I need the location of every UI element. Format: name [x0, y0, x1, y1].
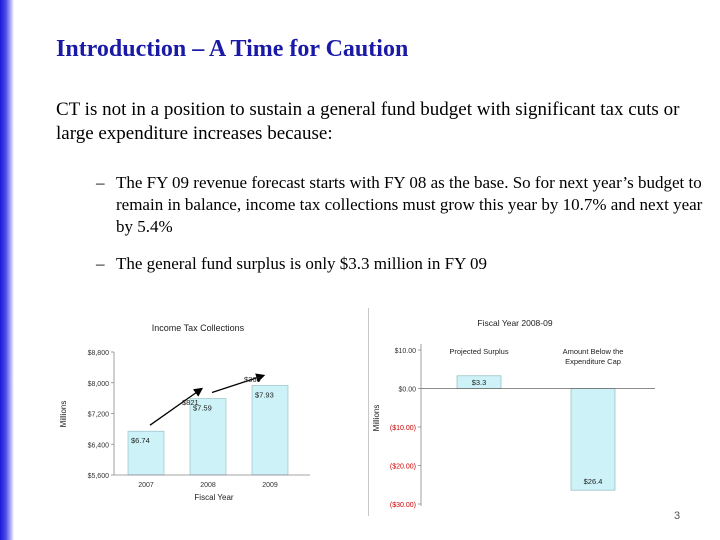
bar-value-label: $7.59: [193, 403, 212, 413]
y-tick-label: $7,200: [87, 411, 109, 419]
y-axis-label: Millions: [59, 400, 68, 428]
growth-annotation: $360: [244, 374, 261, 384]
bar-value-label: $7.93: [255, 390, 274, 400]
bullet-dash: –: [96, 254, 105, 273]
y-tick-label: $5,600: [87, 473, 109, 480]
income-tax-chart-svg: [58, 312, 318, 512]
bar-value-label: $6.74: [131, 436, 150, 446]
bullet-text: The general fund surplus is only $3.3 million in FY 09: [116, 254, 487, 273]
y-tick-label: $10.00: [394, 348, 416, 355]
growth-annotation: $821: [182, 397, 199, 407]
y-tick-label: $0.00: [398, 386, 416, 394]
y-tick-label: ($20.00): [389, 463, 416, 471]
y-tick-label: $8,800: [87, 350, 109, 357]
y-tick-label: ($10.00): [389, 425, 416, 432]
income-tax-chart: [58, 312, 318, 512]
y-tick-label: ($30.00): [389, 502, 416, 509]
page-number: 3: [674, 510, 681, 522]
x-tick-label: 2007: [138, 482, 154, 489]
category-label: Amount Below the Expenditure Cap: [562, 347, 624, 366]
bar-value-label: $3.3: [471, 377, 487, 387]
bullet-text: The FY 09 revenue forecast starts with FY 08 as the base. So for next year’s budget to remain in balance, income tax collections must grow this year by 10.7% and next year by 5.4%: [116, 173, 703, 236]
y-tick-label: $8,000: [87, 380, 109, 388]
intro-text: CT is not in a position to sustain a general fund budget with significant tax cuts or large expenditure increases because:: [56, 99, 680, 144]
bullet-item: [96, 172, 710, 238]
y-tick-label: $6,400: [87, 442, 109, 450]
bullet-item: [96, 253, 710, 275]
fiscal-year-chart: [368, 308, 665, 516]
fiscal-year-chart-svg: [369, 308, 665, 516]
bar-value-label: $26.4: [583, 477, 603, 487]
y-axis-label: Millions: [372, 404, 381, 432]
x-tick-label: 2009: [262, 482, 278, 489]
chart-title: Income Tax Collections: [151, 323, 245, 333]
bullet-dash: –: [96, 173, 105, 192]
x-tick-label: 2008: [200, 482, 216, 489]
slide-title: Introduction – A Time for Caution: [56, 36, 409, 62]
slide-accent-bar: [0, 0, 14, 540]
chart-title: Fiscal Year 2008-09: [477, 318, 553, 328]
x-axis-label: Fiscal Year: [194, 493, 234, 502]
bar: [571, 389, 615, 491]
category-label: Projected Surplus: [449, 347, 509, 356]
